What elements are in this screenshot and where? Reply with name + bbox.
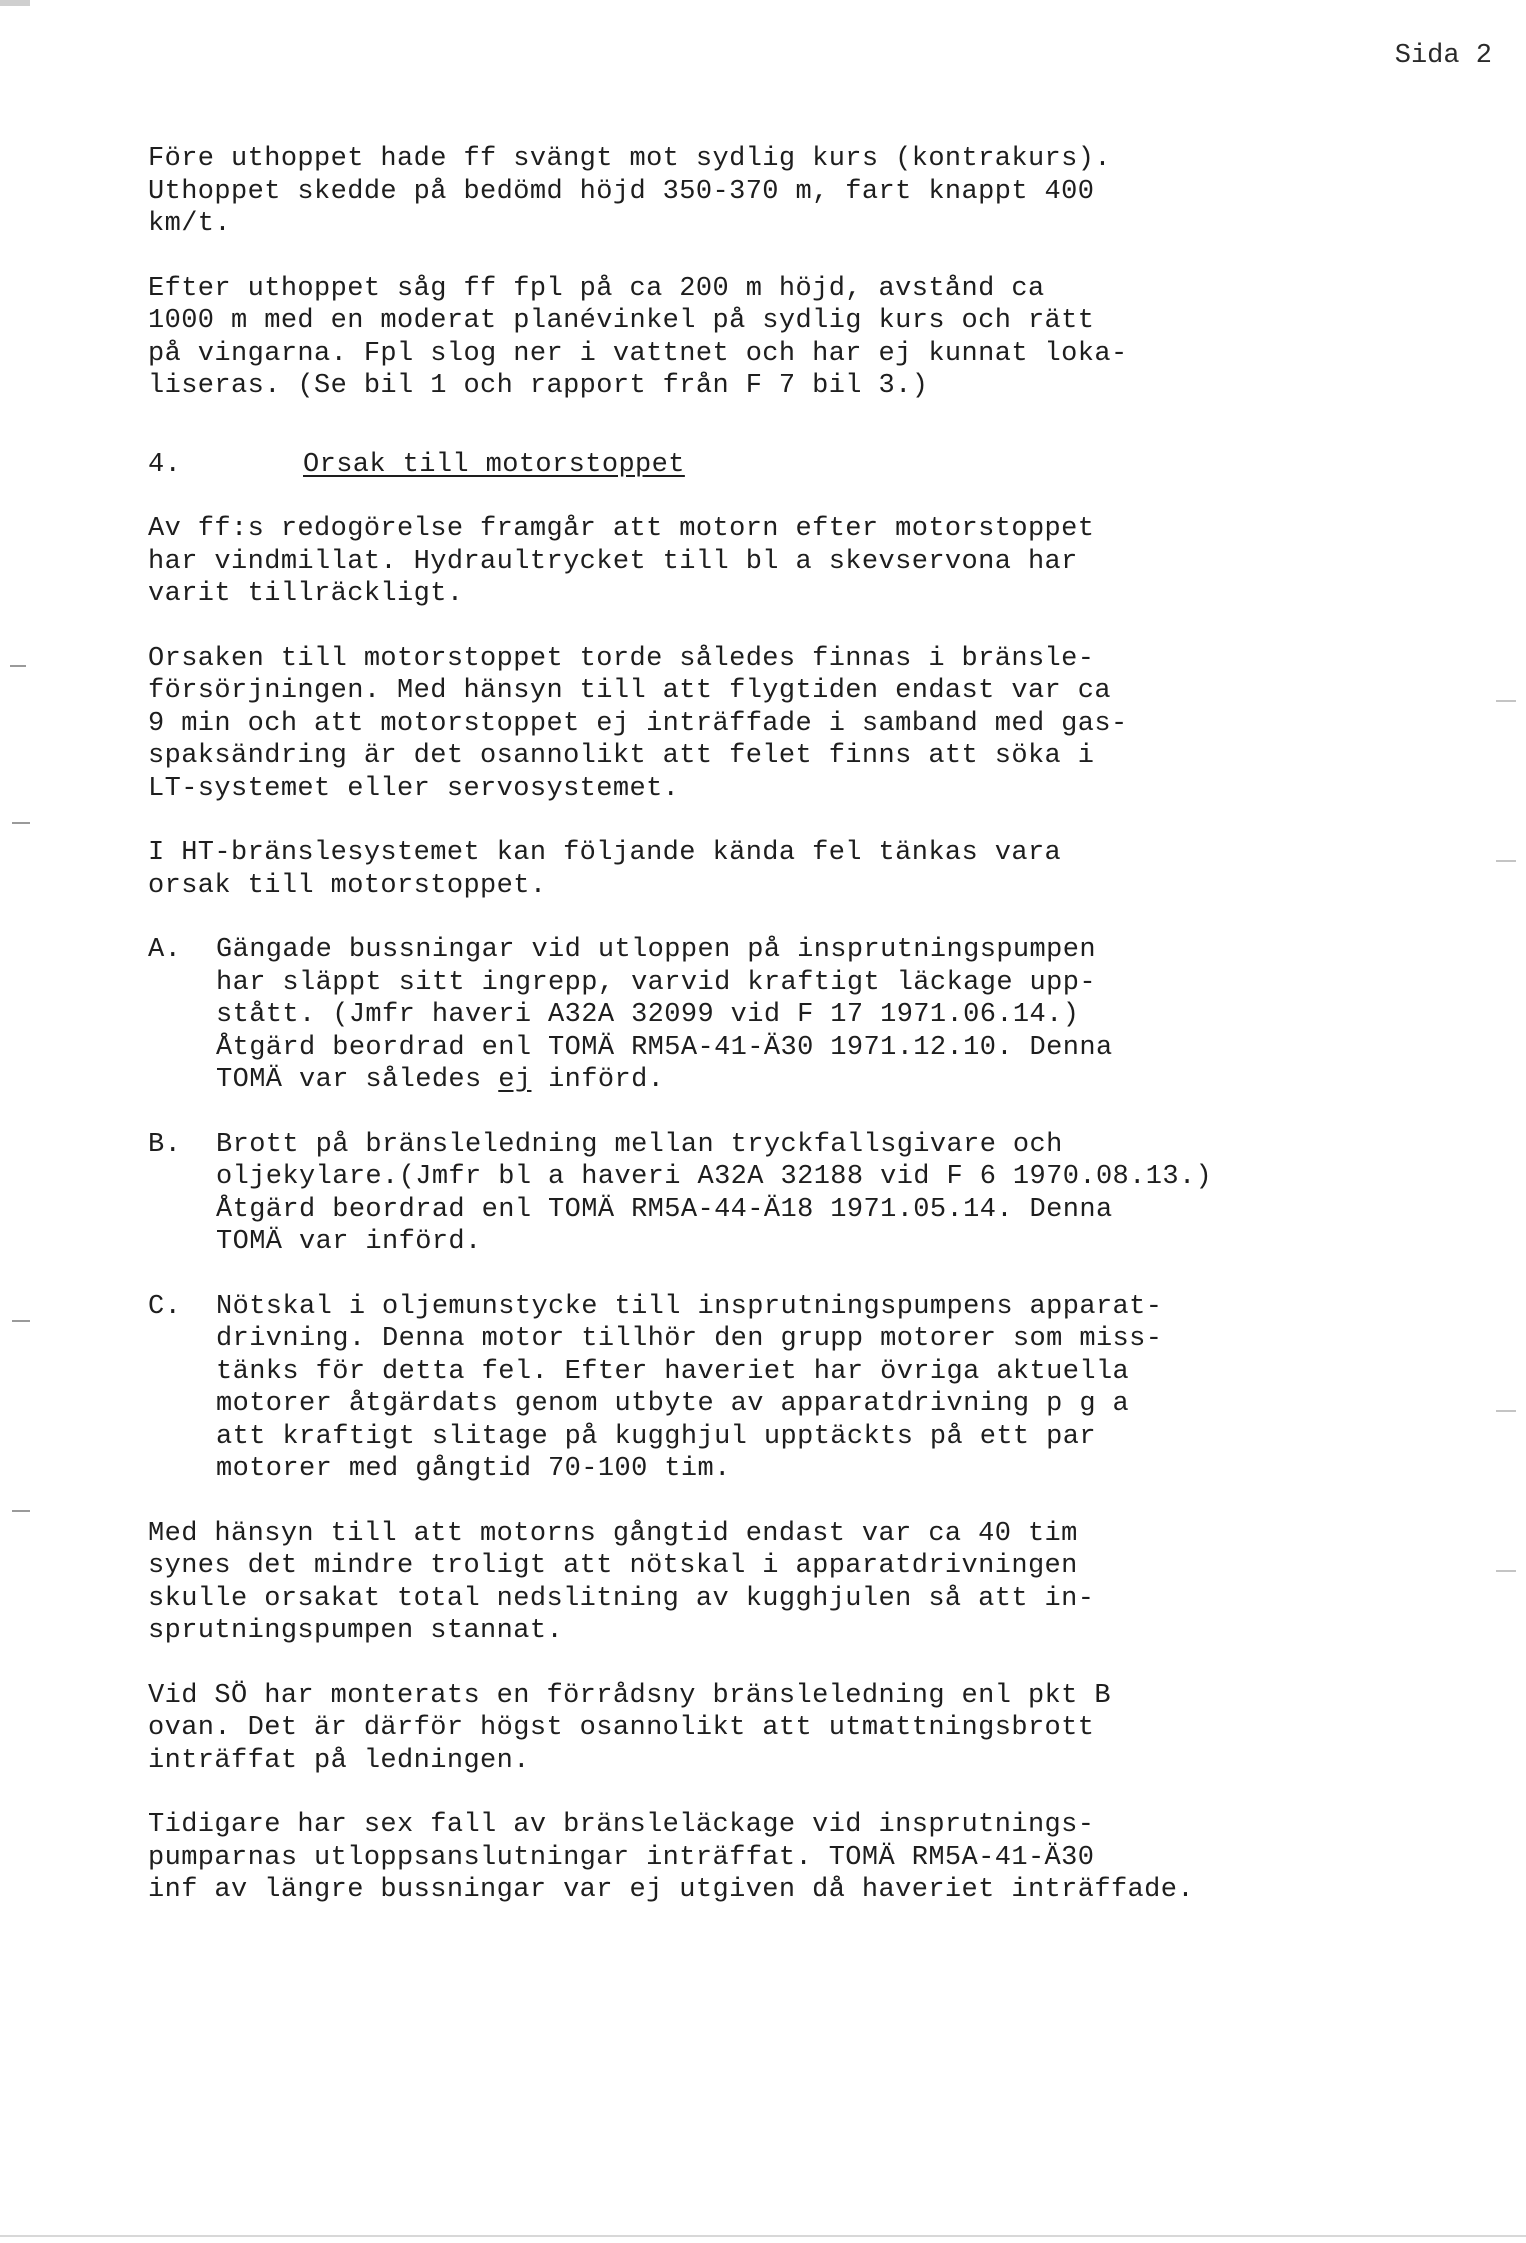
cause-item-a — [148, 934, 1298, 1097]
page-number: Sida 2 — [1394, 41, 1492, 71]
cause-letter: C. — [148, 1291, 182, 1322]
cause-letter: A. — [148, 935, 182, 965]
scan-margin-mark — [1496, 1410, 1516, 1412]
cause-text: Nötskal i oljemunstycke till insprutningspumpens apparat- drivning. Denna motor tillhör den grupp motorer som miss- tänks för detta fel. Efter haveriet har övriga aktuella motorer åtgärdats genom utbyte av apparatdrivning p g a att kraftigt slitage på kugghjul upptäckts på ett par motorer med gångtid 70-100 tim. — [216, 1291, 1163, 1484]
section-paragraph-3: I HT-bränslesystemet kan följande kända fel tänkas vara orsak till motorstoppet. — [148, 838, 1062, 901]
closing-paragraph-3: Tidigare har sex fall av bränsleläckage vid insprutnings- pumparnas utloppsanslutningar inträffat. TOMÄ RM5A-41-Ä30 inf av längre bussningar var ej utgiven då haveriet inträffade. — [148, 1810, 1194, 1905]
scan-margin-mark — [1496, 860, 1516, 862]
cause-text — [216, 934, 1113, 1097]
cause-item-b — [148, 1129, 1298, 1259]
cause-item-c — [148, 1291, 1298, 1486]
scan-margin-mark — [10, 665, 26, 667]
section-paragraph-2: Orsaken till motorstoppet torde således finnas i bränsle- försörjningen. Med hänsyn till att flygtiden endast var ca 9 min och att motorstoppet ej inträffade i samband med gas- spaksändring är det osannolikt att felet finns att söka i LT-systemet eller servosystemet. — [148, 643, 1128, 804]
section-number: 4. — [148, 449, 182, 480]
cause-letter: B. — [148, 1129, 182, 1160]
section-heading — [148, 449, 1298, 482]
cause-text: Brott på bränsleledning mellan tryckfallsgivare och oljekylare.(Jmfr bl a haveri A32A 32188 vid F 6 1970.08.13.) Åtgärd beordrad enl TOMÄ RM5A-44-Ä18 1971.05.14. Denna TOMÄ var införd. — [216, 1129, 1213, 1257]
scan-margin-mark — [1496, 700, 1516, 702]
scan-margin-mark — [12, 1320, 30, 1322]
cause-text-underlined: ej — [498, 1065, 532, 1095]
closing-paragraph-1: Med hänsyn till att motorns gångtid endast var ca 40 tim synes det mindre troligt att nötskal i apparatdrivningen skulle orsakat total nedslitning av kugghjulen så att in- sprutningspumpen stannat. — [148, 1518, 1095, 1646]
scan-corner-mark — [0, 0, 30, 6]
section-paragraph-1: Av ff:s redogörelse framgår att motorn efter motorstoppet har vindmillat. Hydraultrycket till bl a skevservona har varit tillräckligt. — [148, 514, 1095, 609]
document-body — [148, 143, 1298, 1939]
scan-margin-mark — [12, 1510, 30, 1512]
section-title: Orsak till motorstoppet — [303, 449, 685, 480]
cause-text-before: Gängade bussningar vid utloppen på insprutningspumpen har släppt sitt ingrepp, varvid kraftigt läckage upp- stått. (Jmfr haveri A32A 32099 vid F 17 1971.06.14.) Åtgärd beordrad enl TOMÄ RM5A-41-Ä30 1971.12.10. Denna TOMÄ var således — [216, 935, 1113, 1095]
scan-margin-mark — [1496, 1570, 1516, 1572]
intro-paragraph-1: Före uthoppet hade ff svängt mot sydlig kurs (kontrakurs). Uthoppet skedde på bedömd höjd 350-370 m, fart knappt 400 km/t. — [148, 144, 1111, 239]
scan-bottom-edge — [0, 2235, 1526, 2237]
cause-text-after: införd. — [531, 1065, 665, 1095]
scan-margin-mark — [12, 822, 30, 824]
closing-paragraph-2: Vid SÖ har monterats en förrådsny bränsleledning enl pkt B ovan. Det är därför högst osannolikt att utmattningsbrott inträffat på ledningen. — [148, 1680, 1111, 1776]
intro-paragraph-2: Efter uthoppet såg ff fpl på ca 200 m höjd, avstånd ca 1000 m med en moderat planévinkel på sydlig kurs och rätt på vingarna. Fpl slog ner i vattnet och har ej kunnat loka- liseras. (Se bil 1 och rapport från F 7 bil 3.) — [148, 273, 1128, 401]
